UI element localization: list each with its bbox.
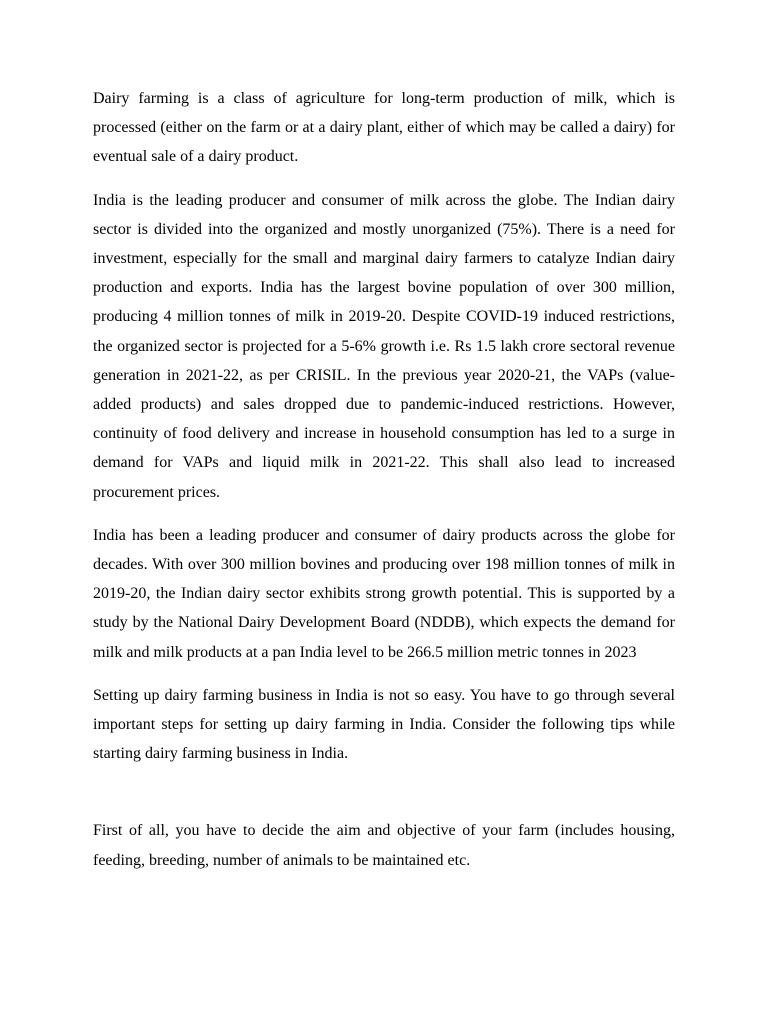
paragraph-dairy-farming-definition: Dairy farming is a class of agriculture for long-term production of milk, which is processed (either on the farm or at a dairy plant, either of which may be called a dairy) for eventual sale of a dairy product. bbox=[93, 90, 675, 166]
paragraph-farm-objective: First of all, you have to decide the aim and objective of your farm (includes housing, feeding, breeding, number of animals to be maintained etc. bbox=[93, 822, 675, 869]
paragraph-setting-up-business: Setting up dairy farming business in India is not so easy. You have to go through several important steps for setting up dairy farming in India. Consider the following tips while starting dairy farming business in India. bbox=[93, 686, 675, 763]
paragraph-india-dairy-growth: India has been a leading producer and consumer of dairy products across the globe for decades. With over 300 million bovines and producing over 198 million tonnes of milk in 2019-20, the Indian dairy sector exhibits strong growth potential. This is supported by a study by the National Dairy Development Board (NDDB), which expects the demand for milk and milk products at a pan India level to be 266.5 million metric tonnes in 2023 bbox=[93, 526, 675, 661]
paragraph-india-milk-production: India is the leading producer and consumer of milk across the globe. The Indian dairy sector is divided into the organized and mostly unorganized (75%). There is a need for investment, especially for the small and marginal dairy farmers to catalyze Indian dairy production and exports. India has the largest bovine population of over 300 million, producing 4 million tonnes of milk in 2019-20. Despite COVID-19 induced restrictions, the organized sector is projected for a 5-6% growth i.e. Rs 1.5 lakh crore sectoral revenue generation in 2021-22, as per CRISIL. In the previous year 2020-21, the VAPs (value-added products) and sales dropped due to pandemic-induced restrictions. However, continuity of food delivery and increase in household consumption has led to a surge in demand for VAPs and liquid milk in 2021-22. This shall also lead to increased procurement prices. bbox=[93, 191, 675, 501]
